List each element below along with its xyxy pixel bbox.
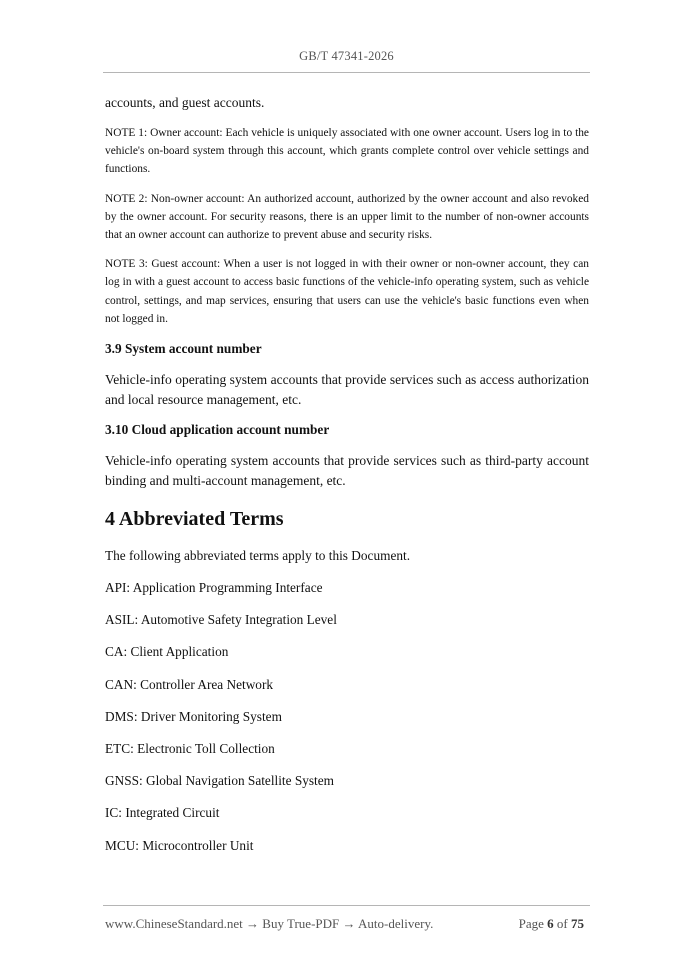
definition-3-9-title: 3.9 System account number bbox=[105, 341, 262, 357]
abbreviation-item: CA: Client Application bbox=[105, 644, 229, 660]
abbreviation-item: API: Application Programming Interface bbox=[105, 580, 323, 596]
note-1: NOTE 1: Owner account: Each vehicle is uniquely associated with one owner account. Users log in to the vehicle's on-board system through this account, which grants complete control over vehicle settings and functions. bbox=[105, 127, 589, 176]
continuation-text: accounts, and guest accounts. bbox=[105, 95, 265, 110]
abbreviation-item: GNSS: Global Navigation Satellite System bbox=[105, 773, 334, 789]
definition-3-10-body: Vehicle-info operating system accounts that provide services such as third-party account binding and multi-account management, etc. bbox=[105, 453, 589, 488]
footer-website-text[interactable]: www.ChineseStandard.net → Buy True-PDF → Auto-delivery. bbox=[105, 916, 434, 931]
abbreviation-item: MCU: Microcontroller Unit bbox=[105, 837, 254, 853]
total-pages-number: 75 bbox=[571, 916, 584, 931]
definition-3-9-body: Vehicle-info operating system accounts that provide services such as access authorization and local resource management, etc. bbox=[105, 372, 589, 407]
current-page-number: 6 bbox=[547, 916, 554, 931]
page-number-indicator bbox=[519, 915, 584, 933]
section-4-intro: The following abbreviated terms apply to this Document. bbox=[105, 548, 411, 564]
note-2: NOTE 2: Non-owner account: An authorized account, authorized by the owner account and also revoked by the owner account. For security reasons, there is an upper limit to the number of non-owner accounts that an owner account can authorize to prevent abuse and security risks. bbox=[105, 192, 589, 242]
definition-3-10-title: 3.10 Cloud application account number bbox=[105, 422, 330, 438]
abbreviation-item: ETC: Electronic Toll Collection bbox=[105, 740, 275, 756]
header-divider bbox=[103, 72, 590, 73]
footer-divider bbox=[103, 905, 590, 906]
section-4-title: 4 Abbreviated Terms bbox=[105, 508, 284, 531]
abbreviation-item: IC: Integrated Circuit bbox=[105, 805, 220, 821]
note-3: NOTE 3: Guest account: When a user is not logged in with their owner or non-owner account, they can log in with a guest account to access basic functions of the vehicle-info operating system, such as vehicle control, settings, and map services, ensuring that users can use the vehicle's basic functions even when not logged in. bbox=[105, 258, 589, 325]
page-header: GB/T 47341-2026 bbox=[299, 49, 394, 63]
page-content bbox=[105, 93, 589, 868]
abbreviation-list bbox=[105, 578, 589, 856]
abbreviation-item: CAN: Controller Area Network bbox=[105, 676, 274, 692]
abbreviation-item: ASIL: Automotive Safety Integration Level bbox=[105, 612, 337, 628]
of-label: of bbox=[556, 916, 568, 931]
abbreviation-item: DMS: Driver Monitoring System bbox=[105, 708, 282, 724]
page-label: Page bbox=[518, 916, 544, 931]
